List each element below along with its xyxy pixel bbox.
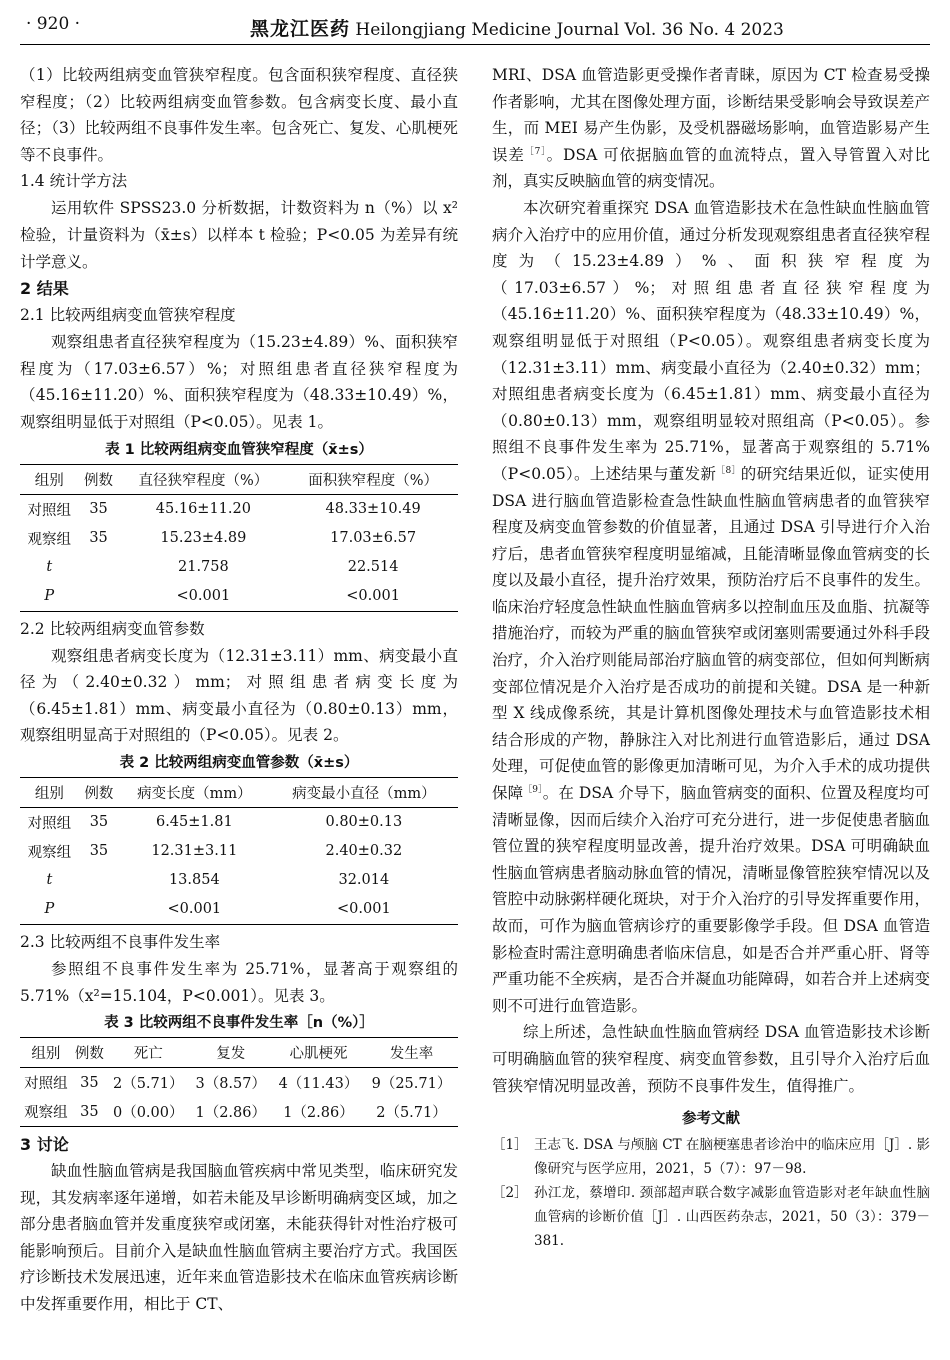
table-header-cell: 发生率 <box>365 1038 458 1068</box>
table-header-cell: 例数 <box>72 1038 107 1068</box>
left-column <box>20 62 458 1318</box>
table-header-cell: 面积狭窄程度（%） <box>288 464 458 494</box>
section-2-1-paragraph: 观察组患者直径狭窄程度为（15.23±4.89）%、面积狭窄程度为（17.03±6.57）%；对照组患者直径狭窄程度为（45.16±11.20）%、面积狭窄程度为（48.33±10.49）%，观察组明显低于对照组（P<0.05）。见表 1。 <box>20 333 458 431</box>
right-column <box>492 62 930 1253</box>
table-1 <box>20 464 458 612</box>
table-2-caption: 表 2 比较两组病变血管参数（x̄±s） <box>119 754 359 771</box>
header-rule <box>20 44 930 45</box>
discussion-paragraph-1-continued <box>492 62 930 195</box>
reference-number: ［2］ <box>492 1185 528 1202</box>
citation-8: ［8］ <box>716 465 741 476</box>
table-cell: 观察组 <box>27 531 72 548</box>
table-header-cell: 组别 <box>20 1038 72 1068</box>
table-header-cell: 心肌梗死 <box>272 1038 365 1068</box>
section-2-2-heading: 2.2 比较两组病变血管参数 <box>20 619 205 638</box>
table-cell: 2（5.71） <box>112 1076 184 1093</box>
table-cell: 0.80±0.13 <box>325 814 403 831</box>
journal-title-cn: 黑龙江医药 <box>250 18 351 40</box>
table-cell: <0.001 <box>270 895 458 925</box>
section-2-2-paragraph: 观察组患者病变长度为（12.31±3.11）mm、病变最小直径为（2.40±0.32）mm；对照组患者病变长度为（6.45±1.81）mm、病变最小直径为（0.80±0.13）mm，观察组明显高于对照组的（P<0.05）。见表 2。 <box>20 646 458 745</box>
table-cell: 6.45±1.81 <box>155 814 233 831</box>
table-header-cell: 例数 <box>79 464 119 494</box>
table-2-header-row <box>20 777 458 807</box>
table-cell: 22.514 <box>347 559 399 576</box>
table-cell: 35 <box>89 501 108 518</box>
reference-item <box>492 1133 930 1181</box>
reference-text: 王志飞. DSA 与颅脑 CT 在脑梗塞患者诊治中的临床应用［J］. 影像研究与医学应用，2021，5（7）：97－98. <box>534 1137 930 1178</box>
reference-item <box>492 1181 930 1253</box>
table-row <box>20 582 458 612</box>
table-row <box>20 553 458 582</box>
text-span: 本次研究着重探究 DSA 血管造影技术在急性缺血性脑血管病介入治疗中的应用价值，通过分析发现观察组患者直径狭窄程度为（15.23±4.89）%、面积狭窄程度为（17.03±6.57）%；对照组患者直径狭窄程度为（45.16±11.20）%、面积狭窄程度为（48.33±10.49）%，观察组明显低于对照组（P<0.05）。观察组患者病变长度为（12.31±3.11）mm、病变最小直径为（2.40±0.32）mm；对照组患者病变长度为（6.45±1.81）mm、病变最小直径为（0.80±0.13）mm，观察组明显较对照组高（P<0.05）。参照组不良事件发生率为 25.71%，显著高于观察组的 5.71%（P<0.05）。上述结果与董发新 <box>492 198 930 483</box>
table-cell: 12.31±3.11 <box>151 843 238 860</box>
page-header <box>0 0 950 50</box>
table-cell: 3（8.57） <box>195 1076 266 1093</box>
table-cell: 观察组 <box>27 844 72 861</box>
reference-text: 孙江龙，蔡增印. 颈部超声联合数字减影血管造影对老年缺血性脑血管病的诊断价值［J］. 山西医药杂志，2021，50（3）：379－381. <box>534 1185 930 1250</box>
table-3-header-row <box>20 1038 458 1068</box>
discussion-paragraph-1: 缺血性脑血管病是我国脑血管疾病中常见类型，临床研究发现，其发病率逐年递增，如若未能及早诊断明确病变区域，加之部分患者脑血管并发重度狭窄或闭塞，未能获得针对性治疗极可能影响预后。目前介入是缺血性脑血管病主要治疗方式。我国医疗诊断技术发展迅速，近年来血管造影技术在临床血管疾病诊断中发挥重要作用，相比于 CT、 <box>20 1162 458 1314</box>
section-1-4-heading: 1.4 统计学方法 <box>20 172 128 191</box>
table-cell: 35 <box>80 1074 99 1091</box>
table-cell: 13.854 <box>168 872 220 889</box>
table-cell: 21.758 <box>178 559 229 576</box>
table-cell: 35 <box>89 814 109 831</box>
observation-indices-paragraph: （1）比较两组病变血管狭窄程度。包含面积狭窄程度、直径狭窄程度；（2）比较两组病变血管参数。包含病变长度、最小直径；（3）比较两组不良事件发生率。包含死亡、复发、心肌梗死等不良事件。 <box>20 66 458 164</box>
table-header-cell: 病变长度（mm） <box>119 777 270 807</box>
table-cell: 4（11.43） <box>278 1076 359 1093</box>
table-row <box>20 524 458 553</box>
table-cell <box>79 895 119 925</box>
table-3 <box>20 1037 458 1127</box>
table-header-cell: 例数 <box>79 777 119 807</box>
table-cell: 1（2.86） <box>272 1097 365 1127</box>
table-cell: t <box>46 559 53 576</box>
reference-number: ［1］ <box>492 1137 528 1154</box>
table-cell: 对照组 <box>27 502 72 519</box>
table-cell: 35 <box>89 843 109 860</box>
table-2 <box>20 777 458 925</box>
table-cell: P <box>20 895 79 925</box>
table-header-cell: 死亡 <box>107 1038 189 1068</box>
text-span: MRI、DSA 血管造影更受操作者青睐，原因为 CT 检查易受操作者影响，尤其在图像处理方面，诊断结果受影响会导致误差产生，而 MEI 易产生伪影，及受机器磁场影响，血管造影易产生误差 <box>492 66 930 164</box>
table-cell: 35 <box>72 1097 107 1127</box>
table-cell <box>79 582 119 612</box>
table-cell: 对照组 <box>27 815 72 832</box>
table-header-cell: 病变最小直径（mm） <box>270 777 458 807</box>
table-row <box>20 837 458 866</box>
results-heading: 2 结果 <box>20 279 69 299</box>
table-cell: <0.001 <box>119 582 289 612</box>
table-header-cell: 组别 <box>20 464 79 494</box>
statistics-paragraph: 运用软件 SPSS23.0 分析数据，计数资料为 n（%）以 x² 检验，计量资料为（x̄±s）以样本 t 检验；P<0.05 为差异有统计学意义。 <box>20 199 458 271</box>
table-cell: 2.40±0.32 <box>325 843 403 860</box>
table-cell: t <box>46 872 53 889</box>
text-span: 的研究结果近似，证实使用 DSA 进行脑血管造影检查急性缺血性脑血管病患者的血管狭窄程度及病变血管参数的价值显著，且通过 DSA 引导进行介入治疗后，患者血管狭窄程度明显缩减，且能清晰显像血管病变的长度以及最小直径，提升治疗效果，预防治疗后不良事件的发生。临床治疗轻度急性缺血性脑血管病多以控制血压及血脂、抗凝等措施治疗，而较为严重的脑血管狭窄或闭塞则需要通过外科手段治疗，介入治疗则能局部治疗脑血管的病变部位，但如何判断病变部位情况是介入治疗是否成功的前提和关键。DSA 是一种新型 X 线成像系统，其是计算机图像处理技术与血管造影技术相结合形成的产物，静脉注入对比剂进行血管造影后，通过 DSA 处理，可促使血管的影像更加清晰可见，为介入手术的成功提供保障 <box>492 464 931 803</box>
text-span: 。在 DSA 介导下，脑血管病变的面积、位置及程度均可清晰显像，因而后续介入治疗可充分进行，进一步促使患者脑血管位置的狭窄程度明显改善，提升治疗效果。DSA 可明确缺血性脑血管病患者脑动脉血管的情况，清晰显像管腔狭窄情况以及管腔中动脉粥样硬化斑块，对于介入治疗的引导发挥重要作用，故而，可作为脑血管病诊疗的重要影像学手段。但 DSA 血管造影检查时需注意明确患者临床信息，如是否合并严重心肝、肾等严重功能不全疾病，是否合并凝血功能障碍，如若合并上述病变则不可进行血管造影。 <box>492 784 930 1015</box>
table-cell: 45.16±11.20 <box>155 501 251 518</box>
table-cell: 32.014 <box>338 872 390 889</box>
citation-7: ［7］ <box>524 146 547 157</box>
table-header-cell: 直径狭窄程度（%） <box>119 464 289 494</box>
discussion-heading: 3 讨论 <box>20 1135 69 1155</box>
table-cell: 9（25.71） <box>371 1076 452 1093</box>
table-cell: 35 <box>89 530 108 547</box>
table-cell: <0.001 <box>119 895 270 925</box>
page-number: · 920 · <box>26 14 81 34</box>
table-1-caption: 表 1 比较两组病变血管狭窄程度（x̄±s） <box>105 441 373 458</box>
table-header-cell: 组别 <box>20 777 79 807</box>
section-2-1-heading: 2.1 比较两组病变血管狭窄程度 <box>20 306 236 325</box>
section-2-3-paragraph: 参照组不良事件发生率为 25.71%，显著高于观察组的 5.71%（x²=15.104，P<0.001）。见表 3。 <box>20 959 458 1005</box>
table-row <box>20 1068 458 1098</box>
table-1-header-row <box>20 464 458 494</box>
table-row <box>20 895 458 925</box>
table-row <box>20 494 458 524</box>
table-row <box>20 866 458 895</box>
section-2-3-heading: 2.3 比较两组不良事件发生率 <box>20 932 221 951</box>
table-cell: 15.23±4.89 <box>160 530 247 547</box>
table-cell: 对照组 <box>24 1076 68 1093</box>
table-cell: P <box>20 582 79 612</box>
discussion-paragraph-2 <box>492 195 930 1019</box>
table-cell: 1（2.86） <box>189 1097 271 1127</box>
conclusion-paragraph: 综上所述，急性缺血性脑血管病经 DSA 血管造影技术诊断可明确脑血管的狭窄程度、病变血管参数，且引导介入治疗后血管狭窄情况明显改善，预防不良事件发生，值得推广。 <box>492 1023 930 1095</box>
table-3-caption: 表 3 比较两组不良事件发生率［n（%）］ <box>104 1015 374 1032</box>
table-cell <box>79 553 119 582</box>
table-header-cell: 复发 <box>189 1038 271 1068</box>
journal-title-en: Heilongjiang Medicine Journal Vol. 36 No. 4 2023 <box>355 20 784 40</box>
table-cell: 0（0.00） <box>107 1097 189 1127</box>
table-cell <box>79 866 119 895</box>
text-span: 。DSA 可依据脑血管的血流特点，置入导管置入对比剂，真实反映脑血管的病变情况。 <box>492 145 930 191</box>
table-cell: 观察组 <box>20 1097 72 1127</box>
table-cell: 2（5.71） <box>365 1097 458 1127</box>
journal-title <box>250 14 784 41</box>
table-cell: <0.001 <box>288 582 458 612</box>
citation-9: ［9］ <box>523 784 543 795</box>
references-heading: 参考文献 <box>682 1111 740 1128</box>
table-row <box>20 1097 458 1127</box>
table-cell: 48.33±10.49 <box>325 501 421 518</box>
table-row <box>20 807 458 837</box>
table-cell: 17.03±6.57 <box>330 530 417 547</box>
